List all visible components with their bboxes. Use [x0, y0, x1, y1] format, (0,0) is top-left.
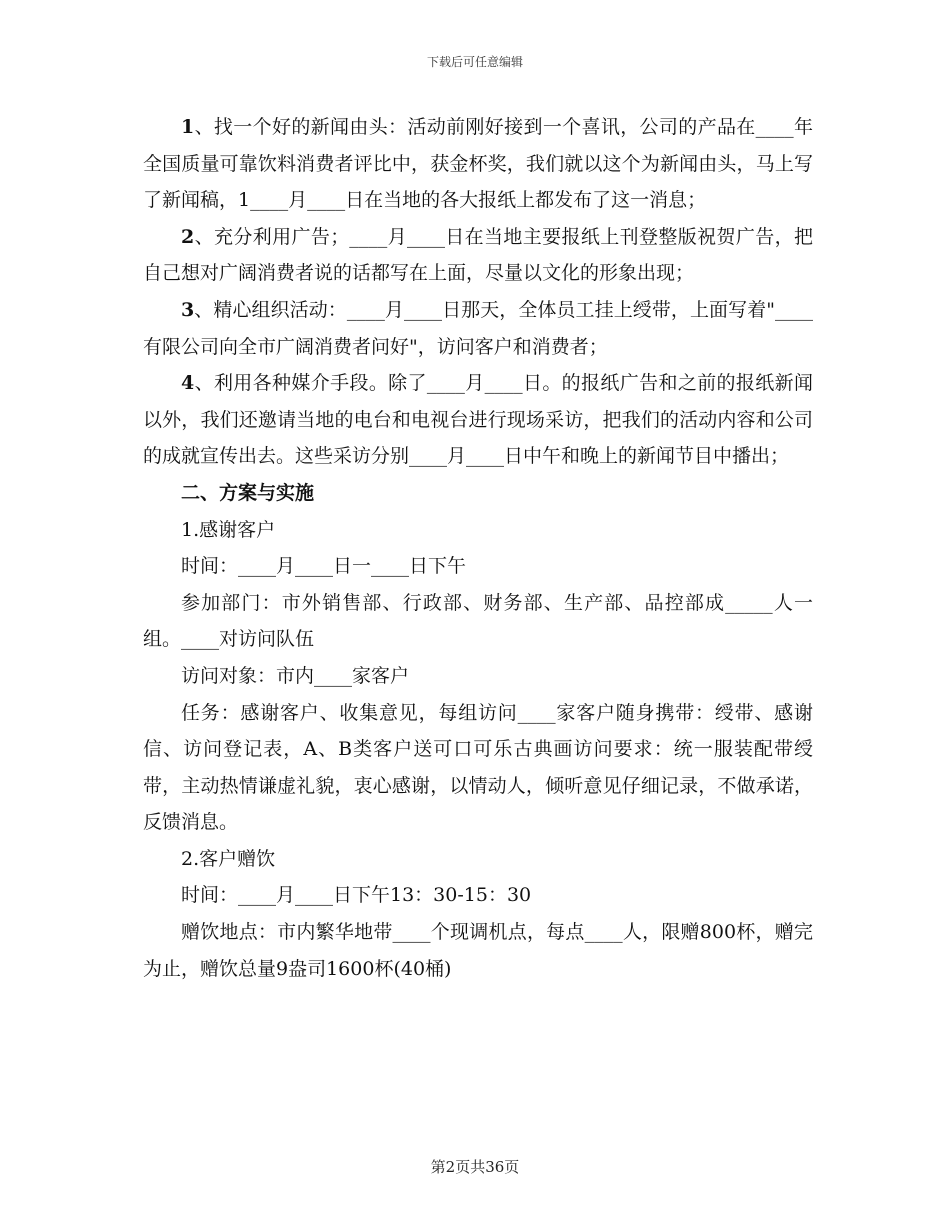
paragraph-number: 3 [181, 298, 195, 321]
paragraph-3 [143, 292, 813, 365]
time-line-2: 时间：____月____日下午13：30-15：30 [181, 884, 532, 907]
paragraph-number: 2 [181, 225, 195, 248]
subsection-title-free-drinks: 2.客户赠饮 [181, 847, 276, 870]
section-heading: 二、方案与实施 [181, 481, 315, 504]
paragraph-text: 、充分利用广告；____月____日在当地主要报纸上刊登整版祝贺广告，把自己想对广阔消费者说的话都写在上面，尽量以文化的形象出现； [143, 225, 813, 285]
visit-target-line: 访问对象：市内____家客户 [181, 664, 410, 687]
task-paragraph: 任务：感谢客户、收集意见，每组访问____家客户随身携带：绶带、感谢信、访问登记表，A、B类客户送可口可乐古典画访问要求：统一服装配带绶带，主动热情谦虚礼貌，衷心感谢，以情动人，倾听意见仔细记录，不做承诺，反馈消息。 [143, 701, 813, 834]
paragraph-number: 1 [181, 116, 195, 138]
paragraph-text: 、找一个好的新闻由头：活动前刚好接到一个喜讯，公司的产品在____年全国质量可靠饮料消费者评比中，获金杯奖，我们就以这个为新闻由头，马上写了新闻稿，1____月____日在当地的各大报纸上都发布了这一消息； [143, 116, 813, 212]
document-body [143, 109, 813, 987]
paragraph-number: 4 [181, 372, 195, 395]
paragraph-1 [143, 109, 813, 219]
page-footer: 第2页共36页 [430, 1158, 520, 1176]
paragraph-4 [143, 365, 813, 475]
location-paragraph: 赠饮地点：市内繁华地带____个现调机点，每点____人，限赠800杯，赠完为止，赠饮总量9盎司1600杯(40桶) [143, 921, 813, 980]
time-line: 时间：____月____日一____日下午 [181, 555, 467, 578]
paragraph-2 [143, 219, 813, 292]
paragraph-text: 、精心组织活动：____月____日那天，全体员工挂上绶带，上面写着"____有限公司向全市广阔消费者问好"，访问客户和消费者； [143, 298, 813, 358]
paragraph-text: 、利用各种媒介手段。除了____月____日。的报纸广告和之前的报纸新闻以外，我们还邀请当地的电台和电视台进行现场采访，把我们的活动内容和公司的成就宣传出去。这些采访分别____月____日中午和晚上的新闻节目中播出； [143, 372, 813, 468]
subsection-title-thank-customers: 1.感谢客户 [181, 518, 276, 541]
departments-line: 参加部门：市外销售部、行政部、财务部、生产部、品控部成_____人一组。____对访问队伍 [143, 591, 813, 651]
page-header: 下载后可任意编辑 [426, 55, 523, 69]
